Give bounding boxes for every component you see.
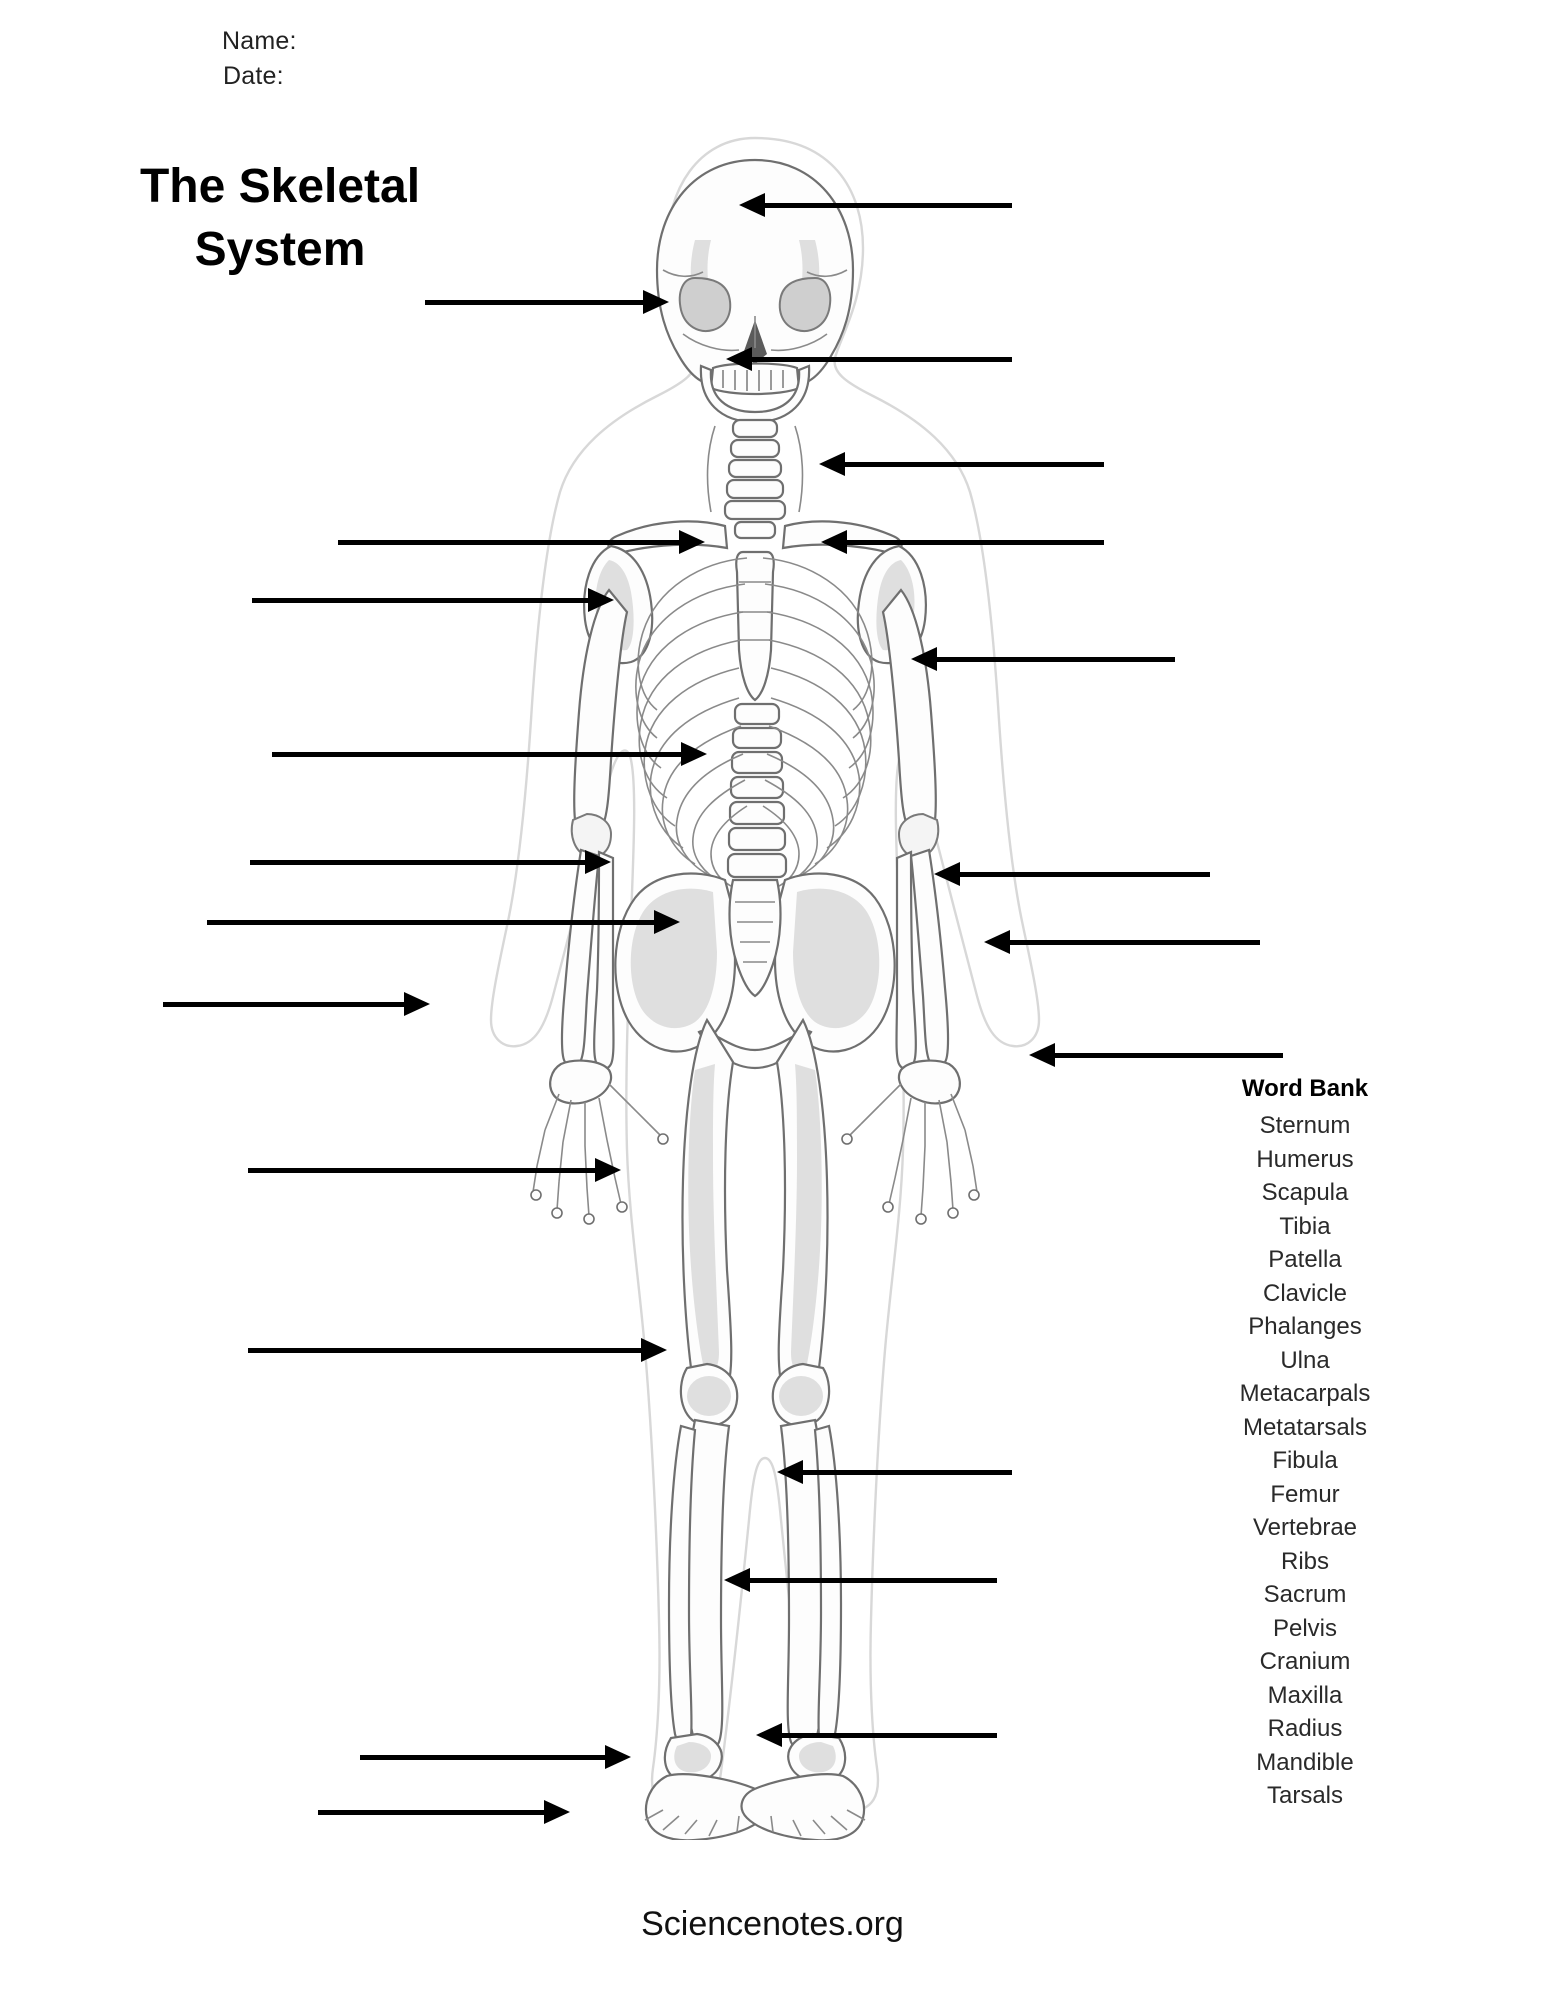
page-title: The Skeletal System [139, 160, 421, 277]
arrow-shaft [955, 872, 1210, 877]
arrow-shaft [760, 203, 1012, 208]
arrow-head [544, 1800, 570, 1824]
word-bank-item: Tibia [1279, 1212, 1331, 1240]
arrow-shaft [747, 357, 1012, 362]
word-bank-item: Femur [1270, 1480, 1340, 1508]
word-bank-item: Patella [1268, 1246, 1342, 1273]
arrow-head [726, 347, 752, 371]
arrow-shaft [248, 1348, 646, 1353]
arrow-head [724, 1568, 750, 1592]
arrow-shaft [798, 1470, 1012, 1475]
word-bank-item: Mandible [1256, 1748, 1354, 1776]
word-bank-item: Humerus [1256, 1145, 1354, 1173]
arrow-head [641, 1338, 667, 1362]
arrow-shaft [360, 1755, 610, 1760]
word-bank-item: Sternum [1259, 1112, 1351, 1139]
arrow-head [654, 910, 680, 934]
word-bank-item: Radius [1267, 1715, 1343, 1742]
arrow-shaft [777, 1733, 997, 1738]
word-bank-item: Scapula [1261, 1179, 1349, 1206]
arrow-head [911, 647, 937, 671]
arrow-head [605, 1745, 631, 1769]
arrow-head [404, 992, 430, 1016]
arrow-shaft [163, 1002, 409, 1007]
word-bank-title: Word Bank [1241, 1075, 1369, 1102]
arrow-head [643, 290, 669, 314]
word-bank-item: Sacrum [1263, 1581, 1347, 1608]
word-bank-item: Clavicle [1262, 1279, 1348, 1307]
arrow-head [934, 862, 960, 886]
arrow-head [984, 930, 1010, 954]
arrow-head [588, 588, 614, 612]
arrow-shaft [932, 657, 1175, 662]
arrow-shaft [207, 920, 659, 925]
arrow-shaft [338, 540, 684, 545]
date-label: Date: [223, 62, 284, 90]
arrow-shaft [840, 462, 1104, 467]
arrow-head [821, 530, 847, 554]
word-bank-item: Vertebrae [1252, 1514, 1358, 1541]
word-bank-item: Metatarsals [1242, 1413, 1368, 1441]
arrow-shaft [248, 1168, 600, 1173]
arrow-head [585, 850, 611, 874]
word-bank-item: Cranium [1259, 1648, 1351, 1675]
word-bank-item: Ulna [1280, 1346, 1330, 1374]
word-bank-item: Ribs [1280, 1547, 1329, 1575]
arrow-head [777, 1460, 803, 1484]
arrow-head [739, 193, 765, 217]
arrow-shaft [842, 540, 1104, 545]
word-bank-item: Phalanges [1248, 1313, 1362, 1340]
site-credit: Sciencenotes.org [641, 1905, 904, 1943]
name-label: Name: [222, 27, 297, 55]
arrow-shaft [745, 1578, 997, 1583]
word-bank-item: Metacarpals [1239, 1380, 1371, 1407]
arrow-head [595, 1158, 621, 1182]
arrow-head [1029, 1043, 1055, 1067]
arrow-shaft [250, 860, 590, 865]
arrow-shaft [272, 752, 686, 757]
word-bank-item: Maxilla [1267, 1681, 1343, 1709]
arrow-head [679, 530, 705, 554]
word-bank-list [1160, 1109, 1450, 1813]
arrow-shaft [318, 1810, 549, 1815]
arrow-head [819, 452, 845, 476]
word-bank-item: Tarsals [1266, 1782, 1344, 1809]
arrow-shaft [252, 598, 593, 603]
word-bank-item: Pelvis [1272, 1614, 1338, 1642]
word-bank-item: Fibula [1272, 1447, 1338, 1474]
arrow-shaft [1050, 1053, 1283, 1058]
arrow-shaft [425, 300, 648, 305]
arrow-head [756, 1723, 782, 1747]
arrow-shaft [1005, 940, 1260, 945]
word-bank [1160, 1075, 1450, 1813]
arrow-head [681, 742, 707, 766]
